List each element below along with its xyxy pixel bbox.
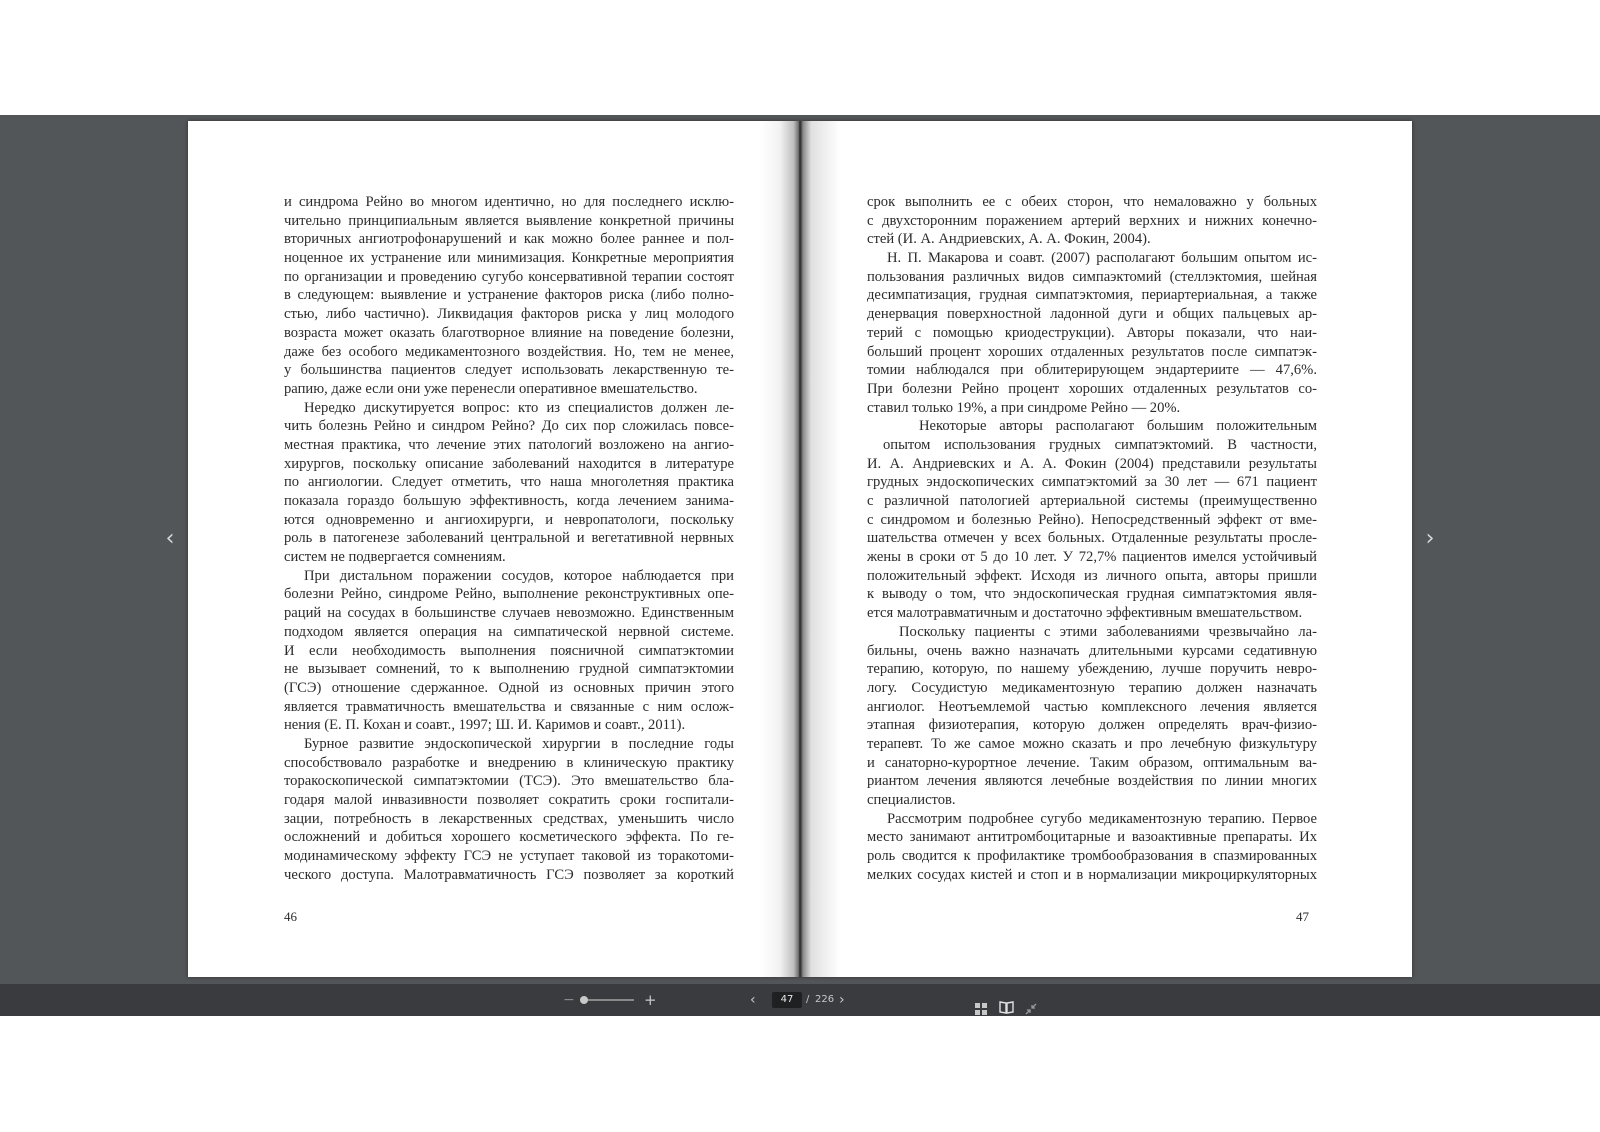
right-page-text [867,193,1317,884]
text-line: годаря малой инвазивности позволяет сократить сроки госпитали- [284,792,734,808]
text-line: болезни Рейно, синдроме Рейно, выполнение реконструктивных опе- [284,586,734,603]
text-line: роль сводится к профилактике тромбообразования в спазмированных [867,848,1317,865]
text-line: грудных эндоскопических симпатэктомий за 30 лет — 671 пациент [867,474,1317,491]
text-line: хирургов, поскольку описание заболеваний находится в литературе [284,455,734,472]
text-line: осложнений и добиться хорошего косметического эффекта. По ге- [284,829,734,846]
right-page-number: 47 [1296,909,1309,924]
text-line: мелких сосудах кистей и стоп и в нормализации микроциркуляторных [867,866,1317,883]
text-line: нения (Е. П. Кохан и соавт., 1997; Ш. И. Каримов и соавт., 2011). [284,717,686,734]
text-line: по ангиологии. Следует отметить, что наша многолетняя практика [284,474,734,491]
text-line: Нередко дискутируется вопрос: кто из специалистов должен ле- [304,399,734,416]
text-line: систем не подвергается сомнениям. [284,549,506,566]
toolbar-next-page-button[interactable]: › [839,992,845,1008]
total-pages: 226 [815,994,835,1005]
text-line: место занимают антитромбоцитарные и вазоактивные препараты. Их [867,829,1317,846]
text-line: модинамическому эффекту ГСЭ не уступает таковой из торакотоми- [284,848,734,865]
text-line: Рассмотрим подробнее сугубо медикаментозную терапию. Первое [887,810,1317,827]
text-line: Н. П. Макарова и соавт. (2007) располагают большим опытом ис- [887,250,1317,267]
text-line: у большинства пациентов следует использовать лекарственную те- [284,362,734,379]
text-line: терий с помощью криодеструкции). Авторы показали, что наи- [867,324,1317,341]
text-line: И если необходимость выполнения поясничной симпатэктомии [284,642,734,659]
text-line: ется малотравматичным и достаточно эффективным вмешательством. [867,605,1303,622]
text-line: раций на сосудах в большинстве случаев невозможно. Единственным [284,605,734,622]
text-line: терапевт. То же самое можно сказать и про лечебную физкультуру [867,735,1317,752]
text-line: терапию, которую, по нашему убеждению, лучше поручить невро- [867,661,1317,678]
current-page-input[interactable]: 47 [772,992,802,1008]
previous-page-arrow[interactable]: ‹ [165,526,175,551]
text-line: роль в патогенезе заболеваний центральной и вегетативной нервных [284,530,734,547]
toolbar-prev-page-button[interactable]: ‹ [750,992,756,1008]
text-line: ставил только 19%, а при синдроме Рейно — 20%. [867,399,1181,416]
left-page [188,121,800,977]
text-line: этапная физиотерапия, которую должен определять врач-физио- [867,717,1317,734]
text-line: стей (И. А. Андриевских, А. А. Фокин, 2004). [867,231,1151,248]
text-line: по организации и проведению сугубо консервативной терапии состоят [284,268,734,285]
shrink-icon[interactable] [1025,994,1037,1006]
page-separator: / [806,994,810,1005]
text-line: больший процент хороших отдаленных результатов после симпатэк- [867,343,1317,360]
text-line: способствовало разработке и внедрению в клиническую практику [284,754,734,771]
text-line: специалистов. [867,792,956,808]
text-line: рапию, даже если они уже перенесли оперативное вмешательство. [284,380,698,397]
text-line: местная практика, что лечение этих патологий возложено на ангио- [284,436,734,453]
text-line: жены в сроки от 5 до 10 лет. У 72,7% пациентов имелся устойчивый [867,549,1317,566]
text-line: И. А. Андриевских и А. А. Фокин (2004) представили результаты [867,455,1317,472]
page-spread [188,121,1412,977]
left-page-number: 46 [284,909,297,924]
text-line: возраста может оказать благотворное влияние на поведение болезни, [284,324,734,341]
text-line: с синдромом и болезнью Рейно). Непосредственный эффект от вме- [867,511,1317,528]
zoom-slider[interactable] [580,999,634,1001]
text-line: логу. Сосудистую медикаментозную терапию должен назначать [867,679,1317,696]
left-page-text [284,193,734,884]
text-line: Поскольку пациенты с этими заболеваниями чрезвычайно ла- [899,623,1317,640]
text-line: к выводу о том, что эндоскопическая грудная симпатэктомия явля- [867,586,1317,603]
next-page-arrow[interactable]: › [1425,526,1435,551]
text-line: При дистальном поражении сосудов, которое наблюдается при [304,567,734,584]
zoom-slider-handle[interactable] [580,996,588,1004]
text-line: вторичных ангиотрофонарушений и как можно более раннее и пол- [284,231,734,248]
text-line: с двухсторонним поражением артерий верхних и нижних конечно- [867,212,1317,229]
text-line: положительный эффект. Исходя из личного опыта, авторы пришли [867,567,1317,584]
text-line: бильны, очень важно назначать длительными курсами седативную [867,642,1317,659]
text-line: При болезни Рейно процент хороших отдаленных результатов со- [867,380,1317,397]
right-page [800,121,1412,977]
text-line: является травматичность вмешательства и связанные с ним ослож- [284,698,734,715]
text-line: опытом использования грудных симпатэктомий. В частности, [883,436,1317,453]
text-line: подходом является операция на симпатической нервной системе. [284,623,734,640]
text-line: и санаторно-курортное лечение. Таким образом, оптимальным ва- [867,754,1317,771]
text-line: пользования различных видов симпаэктомий (стеллэктомия, шейная [867,268,1317,285]
text-line: с различной патологией артериальной системы (преимущественно [867,493,1317,509]
text-line: Бурное развитие эндоскопической хирургии в последние годы [304,735,734,752]
text-line: ческого доступа. Малотравматичность ГСЭ позволяет за короткий [284,866,734,883]
text-line: ангиолог. Неотъемлемой частью комплексного лечения является [867,698,1317,715]
zoom-in-button[interactable]: + [644,991,657,1009]
text-line: зации, потребность в лекарственных средствах, уменьшить число [284,810,734,827]
book-icon[interactable] [999,993,1014,1007]
text-line: томии наблюдался при облитерирующем эндартериите — 47,6%. [867,362,1317,379]
text-line: чить болезнь Рейно и синдром Рейно? До сих пор сложилась повсе- [284,418,734,435]
text-line: торакоскопической симпатэктомии (ТСЭ). Это вмешательство бла- [284,773,734,790]
text-line: срок выполнить ее с обеих сторон, что немаловажно у больных [867,194,1317,210]
viewer-toolbar [0,984,1600,1016]
text-line: Некоторые авторы располагают большим положительным [919,418,1317,435]
document-viewer [0,115,1600,984]
text-line: (ГСЭ) отношение сдержанное. Одной из основных причин этого [284,679,734,696]
text-line: ноценное их устранение или минимизация. Конкретные мероприятия [284,250,734,267]
text-line: ются одновременно и ангиохирурги, и невропатологи, поскольку [284,511,734,528]
text-line: риантом лечения являются лечебные воздействия по линии многих [867,773,1317,790]
text-line: десимпатизация, грудная симпатэктомия, периартериальная, а также [867,287,1317,304]
grid-icon[interactable] [975,994,987,1006]
text-line: чительно принципиальным является выявление конкретной причины [284,212,734,229]
text-line: денервация поверхностной ладонной дуги и общих пальцевых ар- [867,306,1317,323]
text-line: показала гораздо большую эффективность, когда лечением занима- [284,493,734,509]
text-line: и синдрома Рейно во многом идентично, но для последнего исклю- [284,194,734,210]
text-line: не вызывает сомнений, то к выполнению грудной симпатэктомии [284,661,734,678]
zoom-out-button[interactable]: − [563,992,575,1008]
text-line: стью, либо частично). Ликвидация факторов риска у лиц молодого [284,306,734,323]
text-line: в следующем: выявление и устранение факторов риска (либо полно- [284,287,734,304]
text-line: шательства отмечен у всех больных. Отдаленные результаты просле- [867,530,1317,547]
text-line: даже без особого медикаментозного воздействия. Но, тем не менее, [284,343,734,360]
